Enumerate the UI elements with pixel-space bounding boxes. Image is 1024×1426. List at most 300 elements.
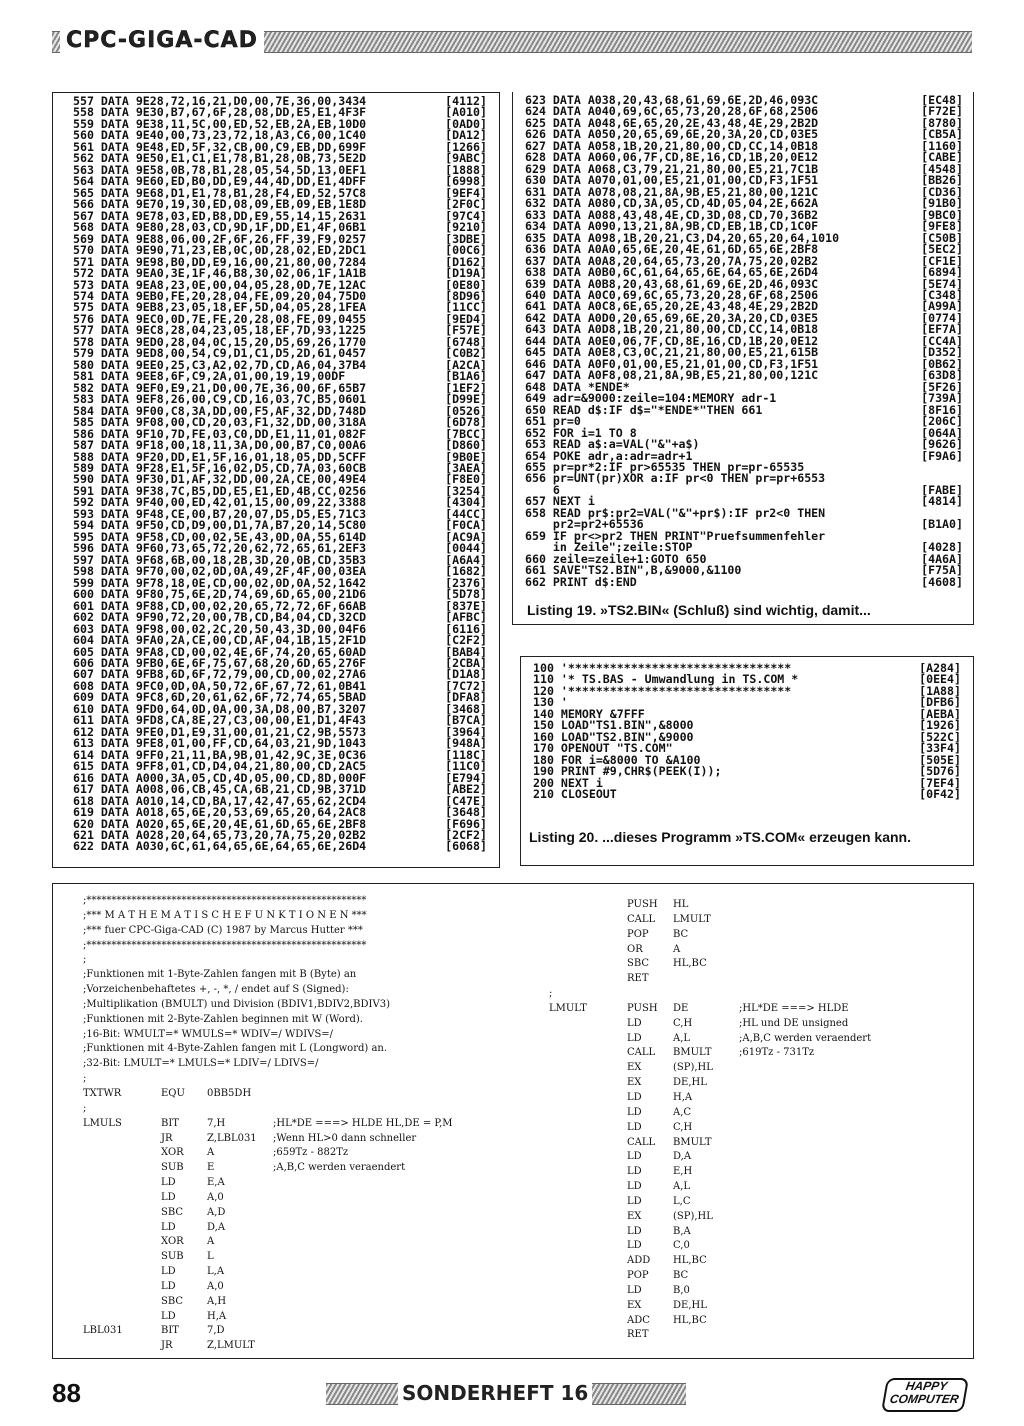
code-text: 593 DATA 9F48,CE,00,B7,20,07,D5,D5,E5,71C3 <box>73 506 367 521</box>
asm-line <box>549 1284 959 1299</box>
checksum: [ABE2] <box>445 782 487 797</box>
checksum: [F0CA] <box>445 518 487 533</box>
asm-opcode: BIT <box>161 1117 179 1129</box>
checksum: [FABE] <box>921 482 963 497</box>
asm-operand: (SP),HL <box>673 1062 713 1074</box>
code-text: 618 DATA A010,14,CD,BA,17,42,47,65,62,2CD4 <box>73 793 367 808</box>
asm-line <box>549 1032 959 1047</box>
asm-opcode: LD <box>627 1121 642 1133</box>
asm-opcode: LD <box>627 1151 642 1163</box>
checksum: [7C72] <box>445 678 487 693</box>
asm-operand: DE,HL <box>673 1299 707 1311</box>
code-text: 640 DATA A0C0,69,6C,65,73,20,28,6F,68,2506 <box>525 287 819 302</box>
asm-label: ;******************************************************** <box>83 939 367 951</box>
code-text: 596 DATA 9F60,73,65,72,20,62,72,65,61,2EF3 <box>73 541 367 556</box>
asm-opcode: EX <box>627 1210 642 1222</box>
asm-line <box>549 1299 959 1314</box>
asm-line <box>83 953 503 968</box>
asm-opcode: PUSH <box>627 899 658 910</box>
asm-line <box>549 1076 959 1091</box>
checksum: [4112] <box>445 94 487 108</box>
checksum: [C47E] <box>445 793 487 808</box>
code-text: 582 DATA 9EF0,E9,21,D0,00,7E,36,00,6F,65B7 <box>73 380 367 395</box>
checksum: [8D96] <box>445 288 487 303</box>
asm-label: ;32-Bit: LMULT=* LMULS=* LDIV=/ LDIVS=/ <box>83 1058 319 1070</box>
code-text: 627 DATA A058,1B,20,21,80,00,CD,CC,14,0B18 <box>525 138 819 153</box>
asm-label: LBL031 <box>83 1325 123 1337</box>
asm-label: ; <box>549 988 553 1000</box>
code-line <box>533 683 961 698</box>
checksum: [6116] <box>445 621 487 636</box>
code-text: 646 DATA A0F0,01,00,E5,21,01,00,CD,F3,1F51 <box>525 356 819 371</box>
checksum: [6748] <box>445 334 487 349</box>
checksum: [9ED4] <box>445 311 487 326</box>
asm-operand: A,D <box>207 1206 226 1218</box>
asm-line <box>549 913 959 928</box>
code-text: 624 DATA A040,69,6C,65,73,20,28,6F,68,2506 <box>525 104 819 119</box>
magazine-section-title: CPC-GIGA-CAD <box>60 28 264 53</box>
assembler-listing-box <box>52 883 974 1359</box>
asm-line <box>83 983 503 998</box>
code-text: 652 FOR i=1 TO 8 <box>525 425 637 440</box>
asm-comment: ;HL und DE unsigned <box>739 1017 849 1029</box>
checksum: [1926] <box>919 718 961 733</box>
assembler-left-column <box>83 894 503 1354</box>
listing-20-caption: Listing 20. ...dieses Programm »TS.COM« erzeugen kann. <box>529 829 911 845</box>
code-text: pr2=pr2+65536 <box>525 517 644 532</box>
code-text: 587 DATA 9F18,00,18,11,3A,D0,00,B7,C0,00A6 <box>73 438 367 453</box>
code-text: 617 DATA A008,06,CB,45,CA,6B,21,CD,9B,371D <box>73 782 367 797</box>
asm-line <box>83 894 503 909</box>
code-text: 110 '* TS.BAS - Umwandlung in TS.COM * <box>533 672 799 687</box>
code-text: 635 DATA A098,1B,20,21,C3,D4,20,65,20,64,1010 <box>525 230 840 245</box>
code-text: 170 OPENOUT "TS.COM" <box>533 741 673 756</box>
code-text: 572 DATA 9EA0,3E,1F,46,B8,30,02,06,1F,1A1B <box>73 266 367 281</box>
asm-opcode: LD <box>161 1221 176 1233</box>
code-text: 653 READ a$:a=VAL("&"+a$) <box>525 437 700 452</box>
asm-line <box>83 1117 503 1132</box>
asm-comment: ;HL*DE ===> HLDE <box>739 1002 849 1014</box>
code-text: 631 DATA A078,08,21,8A,9B,E5,21,80,00,121C <box>525 184 819 199</box>
asm-opcode: CALL <box>627 913 656 925</box>
asm-operand: L,A <box>207 1266 225 1278</box>
checksum: [3254] <box>445 483 487 498</box>
asm-operand: B,A <box>673 1225 691 1237</box>
checksum: [1266] <box>445 139 487 154</box>
checksum: [BAB4] <box>445 644 487 659</box>
checksum: [4304] <box>445 495 487 510</box>
code-line <box>533 789 961 800</box>
asm-operand: A <box>207 1236 215 1248</box>
checksum: [9B0E] <box>445 449 487 464</box>
asm-line <box>549 1136 959 1151</box>
asm-operand: BC <box>673 1270 689 1282</box>
checksum: [2F0C] <box>445 197 487 212</box>
checksum: [F8E0] <box>445 472 487 487</box>
checksum: [9FE8] <box>921 219 963 234</box>
code-text: 630 DATA A070,01,00,E5,21,01,00,CD,F3,1F51 <box>525 173 819 188</box>
checksum: [3468] <box>445 701 487 716</box>
code-text: 619 DATA A018,65,6E,20,53,69,65,20,64,2AC8 <box>73 805 367 820</box>
asm-comment: ;Wenn HL>0 dann schneller <box>273 1132 417 1144</box>
code-text: 659 IF pr<>pr2 THEN PRINT"Pruefsummenfehler <box>525 528 826 543</box>
code-text: 200 NEXT i <box>533 775 603 790</box>
checksum: [33F4] <box>919 741 961 756</box>
checksum: [206C] <box>921 414 963 429</box>
asm-line <box>83 1206 503 1221</box>
asm-operand: A <box>207 1147 215 1159</box>
asm-opcode: SBC <box>627 958 650 970</box>
asm-opcode: POP <box>627 1270 649 1282</box>
code-text: 566 DATA 9E70,19,30,ED,08,09,EB,09,EB,1E8D <box>73 197 367 212</box>
asm-operand: HL,BC <box>673 958 707 970</box>
asm-line <box>83 1339 503 1354</box>
checksum: [D1A8] <box>445 667 487 682</box>
asm-line <box>83 924 503 939</box>
asm-label: ; <box>83 1102 87 1114</box>
asm-opcode: SBC <box>161 1206 184 1218</box>
checksum: [1A88] <box>919 683 961 698</box>
code-text: 581 DATA 9EE8,6F,C9,2A,01,00,19,19,00DF <box>73 369 346 384</box>
checksum: [F9A6] <box>921 448 963 463</box>
asm-label: TXTWR <box>83 1087 122 1099</box>
asm-line <box>549 1210 959 1225</box>
checksum: [064A] <box>921 425 963 440</box>
code-text: 662 PRINT d$:END <box>525 574 637 589</box>
asm-line <box>549 1225 959 1240</box>
checksum: [4608] <box>921 574 963 589</box>
asm-line <box>549 898 959 913</box>
asm-label: ;Funktionen mit 2-Byte-Zahlen beginnen mit W (Word). <box>83 1013 363 1025</box>
asm-operand: 0BB5DH <box>207 1087 252 1099</box>
checksum: [5EC2] <box>921 242 963 257</box>
checksum: [DFB6] <box>919 695 961 710</box>
code-text: 559 DATA 9E38,11,5C,00,ED,52,EB,2A,EB,10D0 <box>73 116 367 131</box>
checksum: [0044] <box>445 541 487 556</box>
checksum: [0B62] <box>921 356 963 371</box>
asm-operand: H,A <box>673 1091 693 1103</box>
code-text: 608 DATA 9FC0,0D,0A,50,72,6F,67,72,61,0B41 <box>73 678 367 693</box>
asm-opcode: LD <box>627 1240 642 1252</box>
asm-opcode: EQU <box>161 1087 185 1099</box>
asm-comment: ;A,B,C werden veraendert <box>273 1162 406 1174</box>
code-text: 570 DATA 9E90,71,23,EB,0C,0D,28,02,ED,2DC1 <box>73 243 367 258</box>
asm-operand: A,H <box>207 1295 227 1307</box>
checksum: [D860] <box>445 438 487 453</box>
checksum: [F75A] <box>921 563 963 578</box>
code-text: 648 DATA *ENDE* <box>525 379 630 394</box>
code-text: 190 PRINT #9,CHR$(PEEK(I)); <box>533 764 722 779</box>
code-text: 637 DATA A0A8,20,64,65,73,20,7A,75,20,02B2 <box>525 253 819 268</box>
checksum: [11C0] <box>445 759 487 774</box>
asm-operand: 7,D <box>207 1325 225 1337</box>
checksum: [2CF2] <box>445 828 487 842</box>
code-text: 636 DATA A0A0,65,6E,20,4E,61,6D,65,6E,2BF8 <box>525 242 819 257</box>
code-text: 626 DATA A050,20,65,69,6E,20,3A,20,CD,03E5 <box>525 127 819 142</box>
code-text: 568 DATA 9E80,28,03,CD,9D,1F,DD,E1,4F,06B1 <box>73 220 367 235</box>
checksum: [4028] <box>921 540 963 555</box>
code-text: 130 ' <box>533 695 568 710</box>
asm-comment: ;HL*DE ===> HLDE HL,DE = P,M <box>273 1117 453 1129</box>
logo-line-2: COMPUTER <box>888 1392 960 1406</box>
asm-operand: (SP),HL <box>673 1210 713 1222</box>
code-text: 612 DATA 9FE0,D1,E9,31,00,01,21,C2,9B,5573 <box>73 724 367 739</box>
asm-line <box>549 1195 959 1210</box>
checksum: [7EF4] <box>919 775 961 790</box>
checksum: [6D78] <box>445 415 487 430</box>
code-text: 580 DATA 9EE0,25,C3,A2,02,7D,CD,A6,04,37B4 <box>73 357 367 372</box>
code-text: 590 DATA 9F30,D1,AF,32,DD,00,2A,CE,00,49E4 <box>73 472 367 487</box>
checksum: [8780] <box>921 115 963 130</box>
code-text: 610 DATA 9FD0,64,0D,0A,00,3A,D8,00,B7,3207 <box>73 701 367 716</box>
asm-operand: D,A <box>207 1221 226 1233</box>
asm-operand: Z,LBL031 <box>207 1132 257 1144</box>
asm-label: LMULS <box>83 1117 122 1129</box>
checksum: [5D76] <box>919 764 961 779</box>
page-number: 88 <box>52 1378 81 1408</box>
asm-operand: E,H <box>673 1166 693 1178</box>
asm-line <box>549 1046 959 1061</box>
asm-comment: ;659Tz - 882Tz <box>273 1147 349 1159</box>
asm-operand: A,C <box>673 1106 692 1118</box>
code-text: 613 DATA 9FE8,01,00,FF,CD,64,03,21,9D,1043 <box>73 736 367 751</box>
asm-opcode: RET <box>627 1329 649 1341</box>
code-line <box>525 574 963 589</box>
code-text: 647 DATA A0F8,08,21,8A,9B,E5,21,80,00,121C <box>525 368 819 383</box>
checksum: [0774] <box>921 310 963 325</box>
asm-opcode: OR <box>627 943 643 955</box>
code-text: 597 DATA 9F68,6B,00,18,2B,3D,20,0B,CD,35B3 <box>73 552 367 567</box>
asm-line <box>83 909 503 924</box>
code-text: 120 '******************************** <box>533 683 792 698</box>
asm-line <box>549 1254 959 1269</box>
checksum: [948A] <box>445 736 487 751</box>
code-text: 599 DATA 9F78,18,0E,CD,00,02,0D,0A,52,1642 <box>73 575 367 590</box>
code-text: 643 DATA A0D8,1B,20,21,80,00,CD,CC,14,0B18 <box>525 322 819 337</box>
code-text: 588 DATA 9F20,DD,E1,5F,16,01,18,05,DD,5CFF <box>73 449 367 464</box>
code-text: 578 DATA 9ED0,28,04,0C,15,20,D5,69,26,1770 <box>73 334 367 349</box>
checksum: [3648] <box>445 805 487 820</box>
code-text: 616 DATA A000,3A,05,CD,4D,05,00,CD,8D,000F <box>73 770 367 785</box>
code-text: 565 DATA 9E68,D1,E1,78,B1,28,F4,ED,52,57C8 <box>73 185 367 200</box>
asm-opcode: LD <box>627 1181 642 1193</box>
asm-opcode: SBC <box>161 1295 184 1307</box>
asm-opcode: LD <box>161 1310 176 1322</box>
asm-opcode: CALL <box>627 1136 656 1148</box>
asm-operand: DE <box>673 1002 689 1014</box>
code-text: 656 pr=UNT(pr)XOR a:IF pr<0 THEN pr=pr+6553 <box>525 471 826 486</box>
asm-label: ;Multiplikation (BMULT) und Division (BDIV1,BDIV2,BDIV3) <box>83 998 390 1010</box>
asm-operand: BMULT <box>673 1136 712 1148</box>
logo-line-1: HAPPY <box>904 1379 949 1393</box>
asm-operand: A,L <box>673 1181 691 1193</box>
checksum: [CD36] <box>921 184 963 199</box>
asm-operand: L,C <box>673 1195 691 1207</box>
checksum: [B1A6] <box>445 369 487 384</box>
asm-line <box>549 928 959 943</box>
code-text: 655 pr=pr*2:IF pr>65535 THEN pr=pr-65535 <box>525 460 805 474</box>
code-text: 651 pr=0 <box>525 414 581 429</box>
asm-line <box>83 1028 503 1043</box>
checksum: [6998] <box>445 174 487 189</box>
checksum: [11CC] <box>445 300 487 315</box>
code-text: 661 SAVE"TS2.BIN",B,&9000,&1100 <box>525 563 742 578</box>
asm-comment: ;A,B,C werden veraendert <box>739 1032 872 1044</box>
asm-operand: C,H <box>673 1017 693 1029</box>
code-text: 642 DATA A0D0,20,65,69,6E,20,3A,20,CD,03E5 <box>525 310 819 325</box>
code-text: 614 DATA 9FF0,21,11,BA,9B,01,42,9C,3E,0C36 <box>73 747 367 762</box>
asm-line <box>549 943 959 958</box>
asm-line <box>83 968 503 983</box>
checksum: [4814] <box>921 494 963 509</box>
asm-operand: HL,BC <box>673 1255 707 1267</box>
asm-line <box>549 1314 959 1329</box>
code-text: 591 DATA 9F38,7C,B5,DD,E5,E1,ED,4B,CC,0256 <box>73 483 367 498</box>
code-text: 575 DATA 9EB8,23,05,18,EF,5D,04,05,28,1FEA <box>73 300 367 315</box>
checksum: [F57E] <box>445 323 487 338</box>
asm-opcode: LD <box>627 1017 642 1029</box>
code-text: 660 zeile=zeile+1:GOTO 650 <box>525 551 707 566</box>
asm-line <box>83 1146 503 1161</box>
checksum: [44CC] <box>445 506 487 521</box>
asm-line <box>83 1191 503 1206</box>
asm-operand: E,A <box>207 1177 225 1189</box>
asm-operand: A,0 <box>207 1191 224 1203</box>
checksum: [837E] <box>445 598 487 613</box>
asm-opcode: LD <box>161 1191 176 1203</box>
asm-operand: A,L <box>673 1032 691 1044</box>
code-text: 645 DATA A0E8,C3,0C,21,21,80,00,E5,21,615B <box>525 345 819 360</box>
code-text: 150 LOAD"TS1.BIN",&8000 <box>533 718 694 733</box>
code-text: 654 POKE adr,a:adr=adr+1 <box>525 448 693 463</box>
code-text: 592 DATA 9F40,00,ED,42,01,15,00,09,22,3388 <box>73 495 367 510</box>
code-text: 650 READ d$:IF d$="*ENDE*"THEN 661 <box>525 402 763 417</box>
checksum: [9EF4] <box>445 185 487 200</box>
asm-line <box>549 1269 959 1284</box>
asm-line <box>83 1221 503 1236</box>
asm-opcode: XOR <box>161 1147 184 1159</box>
asm-line <box>83 1072 503 1087</box>
asm-line <box>549 957 959 972</box>
asm-opcode: SUB <box>161 1251 184 1263</box>
asm-line <box>83 1235 503 1250</box>
code-text: 634 DATA A090,13,21,8A,9B,CD,EB,1B,CD,1C0F <box>525 219 819 234</box>
checksum: [B1A0] <box>921 517 963 532</box>
code-text: 569 DATA 9E88,06,00,2F,6F,26,FF,39,F9,0257 <box>73 231 367 246</box>
asm-operand: A,0 <box>207 1280 224 1292</box>
checksum: [D19A] <box>445 266 487 281</box>
checksum: [EC48] <box>921 93 963 107</box>
asm-operand: C,0 <box>673 1240 690 1252</box>
checksum: [1EF2] <box>445 380 487 395</box>
code-line <box>525 473 963 484</box>
code-text: 561 DATA 9E48,ED,5F,32,CB,00,C9,EB,DD,699F <box>73 139 367 154</box>
listing-19-left-column <box>73 96 487 853</box>
checksum: [C50B] <box>921 230 963 245</box>
code-text: 586 DATA 9F10,7D,FE,03,C0,DD,E1,11,01,082F <box>73 426 367 441</box>
asm-line <box>549 972 959 987</box>
checksum: [C348] <box>921 287 963 302</box>
code-text: 620 DATA A020,65,6E,20,4E,61,6D,65,6E,2BF8 <box>73 816 367 831</box>
asm-line <box>549 1239 959 1254</box>
code-text: 558 DATA 9E30,B7,67,6F,28,08,DD,E5,E1,4F3F <box>73 105 367 120</box>
checksum: [E794] <box>445 770 487 785</box>
asm-operand: C,H <box>673 1121 693 1133</box>
code-text: 629 DATA A068,C3,79,21,21,80,00,E5,21,7C1B <box>525 161 819 176</box>
code-text: 621 DATA A028,20,64,65,73,20,7A,75,20,02B2 <box>73 828 367 842</box>
code-text: 571 DATA 9E98,B0,DD,E9,16,00,21,80,00,7284 <box>73 254 367 269</box>
asm-opcode: EX <box>627 1062 642 1074</box>
checksum: [00C6] <box>445 243 487 258</box>
code-text: 639 DATA A0B8,20,43,68,61,69,6E,2D,46,093C <box>525 276 819 291</box>
code-text: 602 DATA 9F90,72,20,00,7B,CD,B4,04,CD,32CD <box>73 610 367 625</box>
checksum: [6068] <box>445 839 487 854</box>
asm-operand: A <box>673 943 681 955</box>
code-text: 576 DATA 9EC0,0D,7E,FE,20,28,08,FE,09,0455 <box>73 311 367 326</box>
checksum: [B7CA] <box>445 713 487 728</box>
checksum: [A6A4] <box>445 552 487 567</box>
code-text: 567 DATA 9E78,03,ED,B8,DD,E9,55,14,15,2631 <box>73 208 367 223</box>
asm-opcode: POP <box>627 928 649 940</box>
asm-opcode: LD <box>627 1032 642 1044</box>
code-text: 6 <box>525 482 560 497</box>
asm-operand: B,0 <box>673 1284 690 1296</box>
code-text: 563 DATA 9E58,0B,78,B1,28,05,54,5D,13,0EF1 <box>73 162 367 177</box>
asm-line <box>549 1121 959 1136</box>
checksum: [A010] <box>445 105 487 120</box>
code-text: 573 DATA 9EA8,23,0E,00,04,05,28,0D,7E,12AC <box>73 277 367 292</box>
asm-opcode: LD <box>627 1284 642 1296</box>
code-text: 603 DATA 9F98,00,02,2C,20,50,43,3D,00,04F6 <box>73 621 367 636</box>
asm-line <box>549 1180 959 1195</box>
code-text: 584 DATA 9F00,C8,3A,DD,00,F5,AF,32,DD,748D <box>73 403 367 418</box>
listing-19-box <box>52 92 500 868</box>
code-text: 160 LOAD"TS2.BIN",&9000 <box>533 729 694 744</box>
checksum: [91B0] <box>921 196 963 211</box>
asm-line <box>83 1087 503 1102</box>
listing-20-code <box>533 663 961 801</box>
checksum: [0E80] <box>445 277 487 292</box>
code-text: 606 DATA 9FB0,6E,6F,75,67,68,20,6D,65,276F <box>73 655 367 670</box>
asm-label: ;Vorzeichenbehaftetes +, -, *, / endet auf S (Signed): <box>83 984 349 996</box>
checksum: [522C] <box>919 729 961 744</box>
checksum: [DA12] <box>445 128 487 143</box>
asm-label: ;Funktionen mit 4-Byte-Zahlen fangen mit L (Longword) an. <box>83 1043 388 1055</box>
asm-opcode: RET <box>627 973 649 985</box>
checksum: [505E] <box>919 752 961 767</box>
checksum: [2376] <box>445 575 487 590</box>
asm-line <box>83 1310 503 1325</box>
checksum: [AEBA] <box>919 706 961 721</box>
asm-opcode: EX <box>627 1299 642 1311</box>
checksum: [9BC0] <box>921 207 963 222</box>
code-text: 644 DATA A0E0,06,7F,CD,8E,16,CD,1B,20,0E12 <box>525 333 819 348</box>
asm-line <box>549 1150 959 1165</box>
asm-line <box>549 1091 959 1106</box>
asm-comment: ;619Tz - 731Tz <box>739 1047 815 1059</box>
asm-label: ; <box>83 954 87 966</box>
asm-opcode: XOR <box>161 1236 184 1248</box>
listing-19-right-column <box>525 95 963 588</box>
asm-line <box>83 1176 503 1191</box>
checksum: [6894] <box>921 265 963 280</box>
asm-line <box>549 1165 959 1180</box>
asm-line <box>549 1328 959 1343</box>
code-text: 579 DATA 9ED8,00,54,C9,D1,C1,D5,2D,61,0457 <box>73 346 367 361</box>
asm-label: ;16-Bit: WMULT=* WMULS=* WDIV=/ WDIVS=/ <box>83 1028 334 1040</box>
checksum: [7BCC] <box>445 426 487 441</box>
checksum: [D352] <box>921 345 963 360</box>
